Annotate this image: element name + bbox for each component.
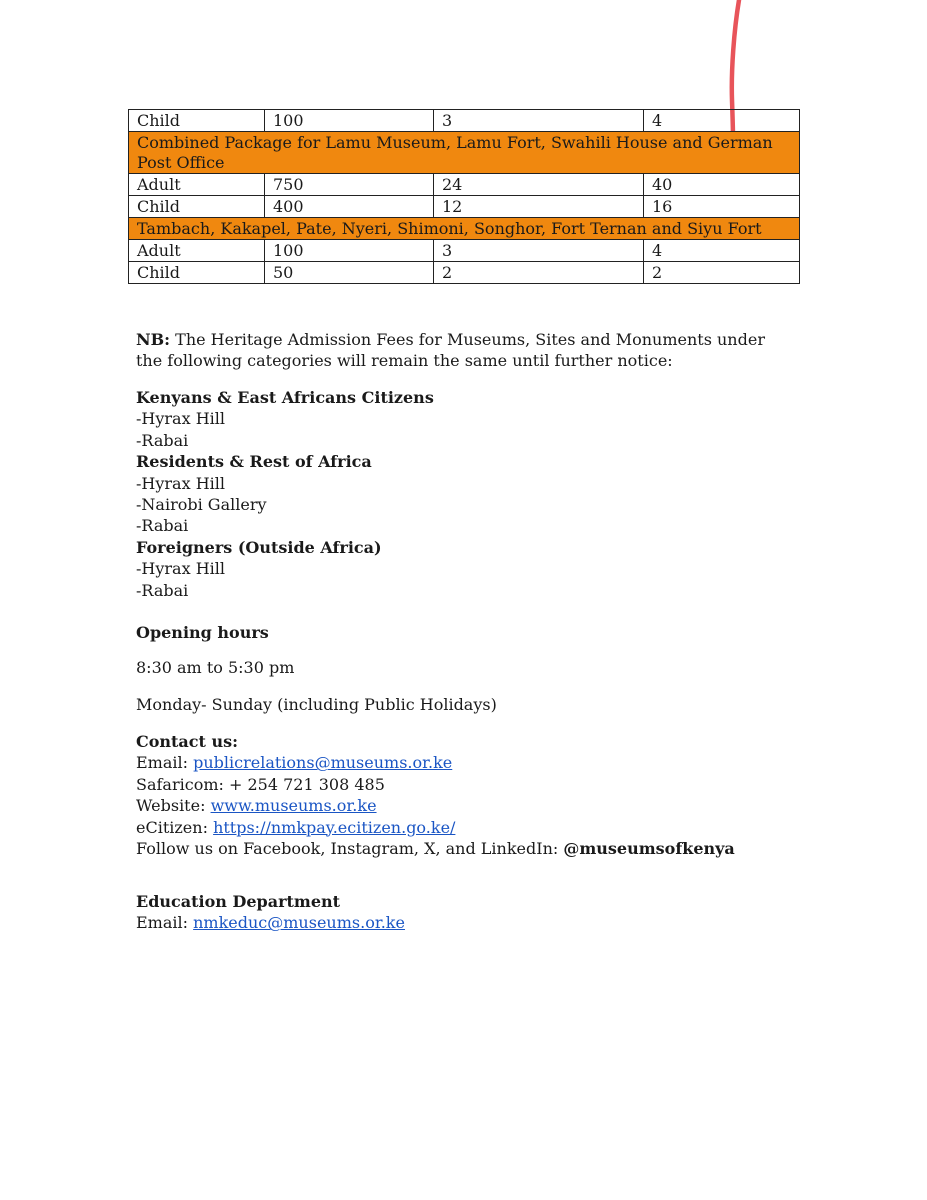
table-cell: 50: [265, 262, 434, 284]
table-cell: 400: [265, 196, 434, 218]
email-link[interactable]: publicrelations@museums.or.ke: [193, 753, 453, 773]
category-item: -Hyrax Hill: [136, 473, 225, 493]
contact-email-line: [136, 752, 796, 773]
table-row: [129, 196, 800, 218]
ecitizen-link[interactable]: https://nmkpay.ecitizen.go.ke/: [213, 817, 456, 837]
table-row: [129, 110, 800, 132]
table-cell: Child: [129, 262, 265, 284]
ecitizen-label: eCitizen:: [136, 817, 214, 837]
category-item: -Rabai: [136, 516, 189, 536]
table-cell: 4: [644, 240, 800, 262]
category-kenyans: [136, 387, 434, 451]
table-cell: 3: [434, 240, 644, 262]
category-item: -Hyrax Hill: [136, 409, 225, 429]
category-title: Residents & Rest of Africa: [136, 452, 372, 472]
table-row: [129, 262, 800, 284]
social-line: [136, 838, 796, 859]
table-cell: 40: [644, 174, 800, 196]
category-foreigners: [136, 537, 434, 601]
opening-hours-days: Monday- Sunday (including Public Holidays): [136, 695, 497, 714]
nb-text: The Heritage Admission Fees for Museums, Sites and Monuments under the following categories will remain the same until further notice:: [136, 330, 765, 371]
opening-hours-time: 8:30 am to 5:30 pm: [136, 658, 295, 677]
table-cell: 24: [434, 174, 644, 196]
email-label: Email:: [136, 913, 194, 933]
category-item: -Hyrax Hill: [136, 559, 225, 579]
opening-hours-title: Opening hours: [136, 623, 269, 642]
category-item: -Nairobi Gallery: [136, 495, 267, 515]
website-line: [136, 795, 796, 816]
category-item: -Rabai: [136, 580, 189, 600]
contact-title: Contact us:: [136, 732, 239, 751]
table-cell: Child: [129, 110, 265, 132]
education-title: Education Department: [136, 892, 341, 911]
table-cell: 100: [265, 240, 434, 262]
categories-section: [136, 387, 434, 601]
table-cell: 3: [434, 110, 644, 132]
contact-section: [136, 731, 796, 859]
table-cell: Child: [129, 196, 265, 218]
safaricom-line: Safaricom: + 254 721 308 485: [136, 774, 385, 794]
category-title: Foreigners (Outside Africa): [136, 537, 382, 557]
category-item: -Rabai: [136, 430, 189, 450]
category-band-row: [129, 132, 800, 174]
band-label: Combined Package for Lamu Museum, Lamu Fort, Swahili House and German Post Office: [129, 132, 800, 174]
table-cell: 4: [644, 110, 800, 132]
website-label: Website:: [136, 796, 211, 816]
website-link[interactable]: www.museums.or.ke: [210, 796, 377, 816]
nb-paragraph: [136, 329, 776, 372]
category-title: Kenyans & East Africans Citizens: [136, 388, 434, 407]
table-cell: 12: [434, 196, 644, 218]
table-cell: 2: [434, 262, 644, 284]
education-section: [136, 891, 405, 934]
table-cell: 16: [644, 196, 800, 218]
table-cell: Adult: [129, 174, 265, 196]
category-residents: [136, 451, 434, 537]
admission-fees-table: [128, 109, 800, 284]
ecitizen-line: [136, 817, 796, 838]
table-cell: Adult: [129, 240, 265, 262]
table-cell: 2: [644, 262, 800, 284]
band-label: Tambach, Kakapel, Pate, Nyeri, Shimoni, Songhor, Fort Ternan and Siyu Fort: [129, 218, 800, 240]
nb-label: NB:: [136, 330, 171, 349]
table-row: [129, 240, 800, 262]
category-band-row: [129, 218, 800, 240]
table-cell: 100: [265, 110, 434, 132]
social-text: Follow us on Facebook, Instagram, X, and LinkedIn:: [136, 839, 564, 859]
education-email-link[interactable]: nmkeduc@museums.or.ke: [193, 913, 405, 933]
education-email-line: [136, 912, 405, 933]
table-row: [129, 174, 800, 196]
table-cell: 750: [265, 174, 434, 196]
email-label: Email:: [136, 753, 194, 773]
social-handle: @museumsofkenya: [563, 839, 735, 859]
